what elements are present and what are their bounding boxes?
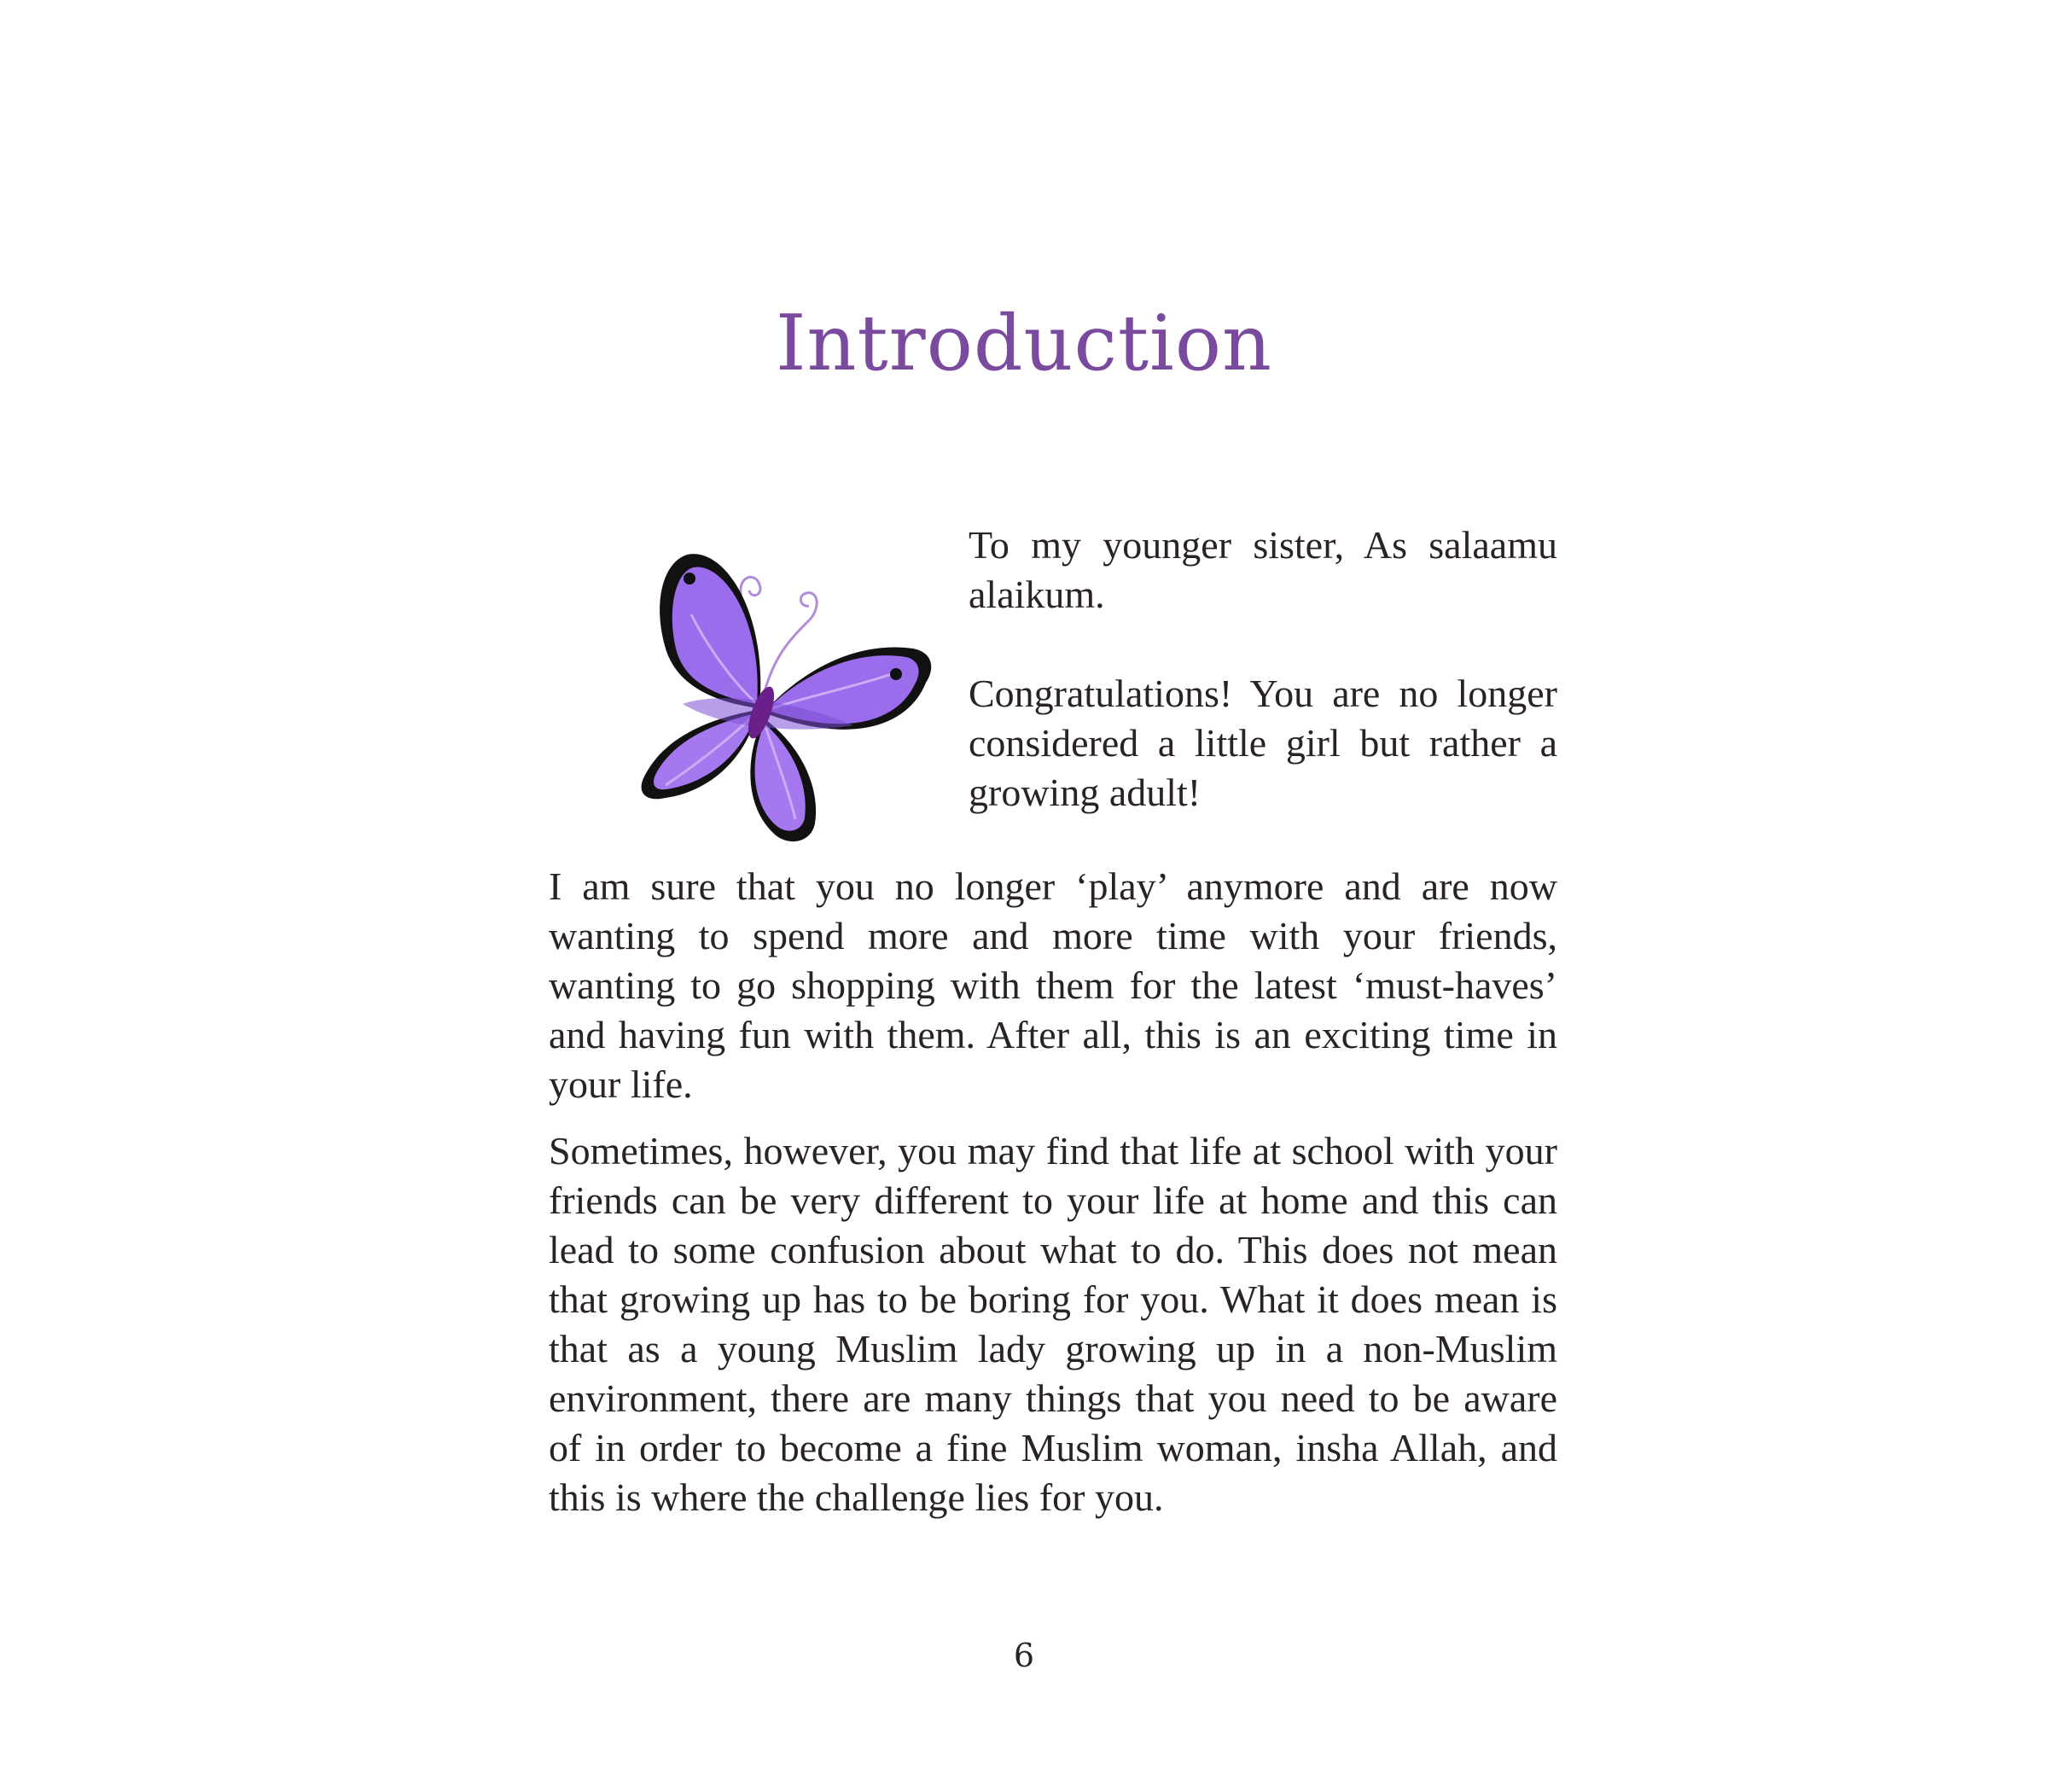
body-paragraph: I am sure that you no longer ‘play’ anymore and are now wanting to spend more and more time with your friends, wanting to go shopping with them for the latest ‘must-haves’ and having fun with them. After all, this is an exciting time in your life.	[549, 864, 1557, 1106]
opening-text	[969, 521, 1557, 867]
page-title: Introduction	[776, 299, 1272, 388]
body-paragraph: Sometimes, however, you may find that life at school with your friends can be very different to your life at home and this can lead to some confusion about what to do. This does not mean that growing up has to be boring for you. What it does mean is that as a young Muslim lady growing up in a non-Muslim environment, there are many things that you need to be aware of in order to become a fine Muslim woman, insha Allah, and this is where the challenge lies for you.	[549, 1129, 1557, 1519]
butterfly-icon	[597, 521, 939, 853]
greeting-paragraph: To my younger sister, As salaamu alaikum.	[969, 523, 1557, 616]
body-text	[549, 862, 1557, 1539]
page-number: 6	[1013, 1637, 1035, 1674]
congratulations-paragraph: Congratulations! You are no longer considered a little girl but rather a growing adult!	[969, 672, 1557, 814]
